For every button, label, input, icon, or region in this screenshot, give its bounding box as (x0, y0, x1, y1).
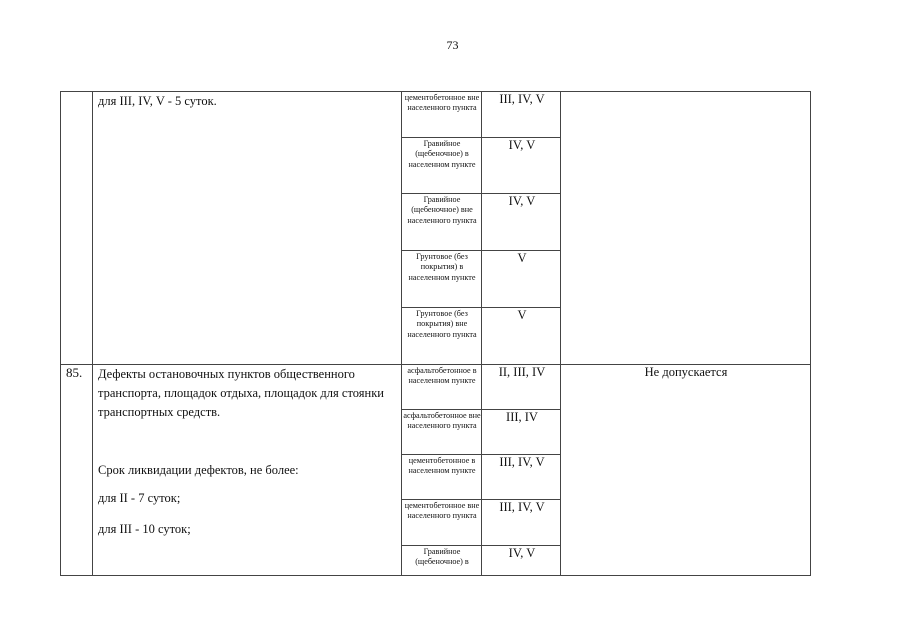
road-category: IV, V (508, 546, 536, 560)
road-category: II, III, IV (498, 365, 546, 379)
road-surface-type: цементобетонное вне населенного пункта (404, 501, 480, 521)
road-category: III, IV, V (499, 500, 545, 514)
deadline-item: для III - 10 суток; (98, 522, 191, 536)
road-surface-type: Гравийное (щебеночное) вне населенного пункта (407, 195, 477, 225)
road-surface-type: Грунтовое (без покрытия) вне населенного пункта (407, 309, 477, 339)
road-category: III, IV (506, 410, 538, 424)
table-border-right (810, 91, 811, 576)
deadline-title: Срок ликвидации дефектов, не более: (98, 463, 299, 477)
road-category: V (517, 251, 527, 265)
item-number: 85. (66, 365, 83, 380)
requirements-table (60, 91, 811, 576)
road-category: III, IV, V (499, 92, 545, 106)
road-surface-type: цементобетонное в населенном пункте (408, 456, 476, 476)
road-surface-type: Гравийное (щебеночное) в населенном пункте (408, 139, 476, 169)
road-category: IV, V (508, 138, 536, 152)
table-border-left (60, 91, 61, 576)
road-surface-type: цементобетонное вне населенного пункта (404, 93, 480, 113)
road-category: V (517, 308, 527, 322)
road-category: III, IV, V (499, 455, 545, 469)
defect-deadline-text: для III, IV, V - 5 суток. (98, 94, 217, 108)
requirement-note: Не допускается (644, 365, 728, 379)
road-surface-type: Грунтовое (без покрытия) в населенном пункте (408, 252, 476, 282)
deadline-item: для II - 7 суток; (98, 491, 181, 505)
road-surface-type: Гравийное (щебеночное) в (415, 547, 469, 567)
column-divider (92, 91, 93, 576)
table-border-bottom (60, 575, 811, 576)
road-surface-type: асфальтобетонное в населенном пункте (407, 366, 477, 386)
page-number: 73 (446, 38, 459, 52)
defect-description: Дефекты остановочных пунктов общественного транспорта, площадок отдыха, площадок для стоянки транспортных средств. (98, 367, 384, 419)
road-surface-type: асфальтобетонное вне населенного пункта (403, 411, 481, 431)
road-category: IV, V (508, 194, 536, 208)
